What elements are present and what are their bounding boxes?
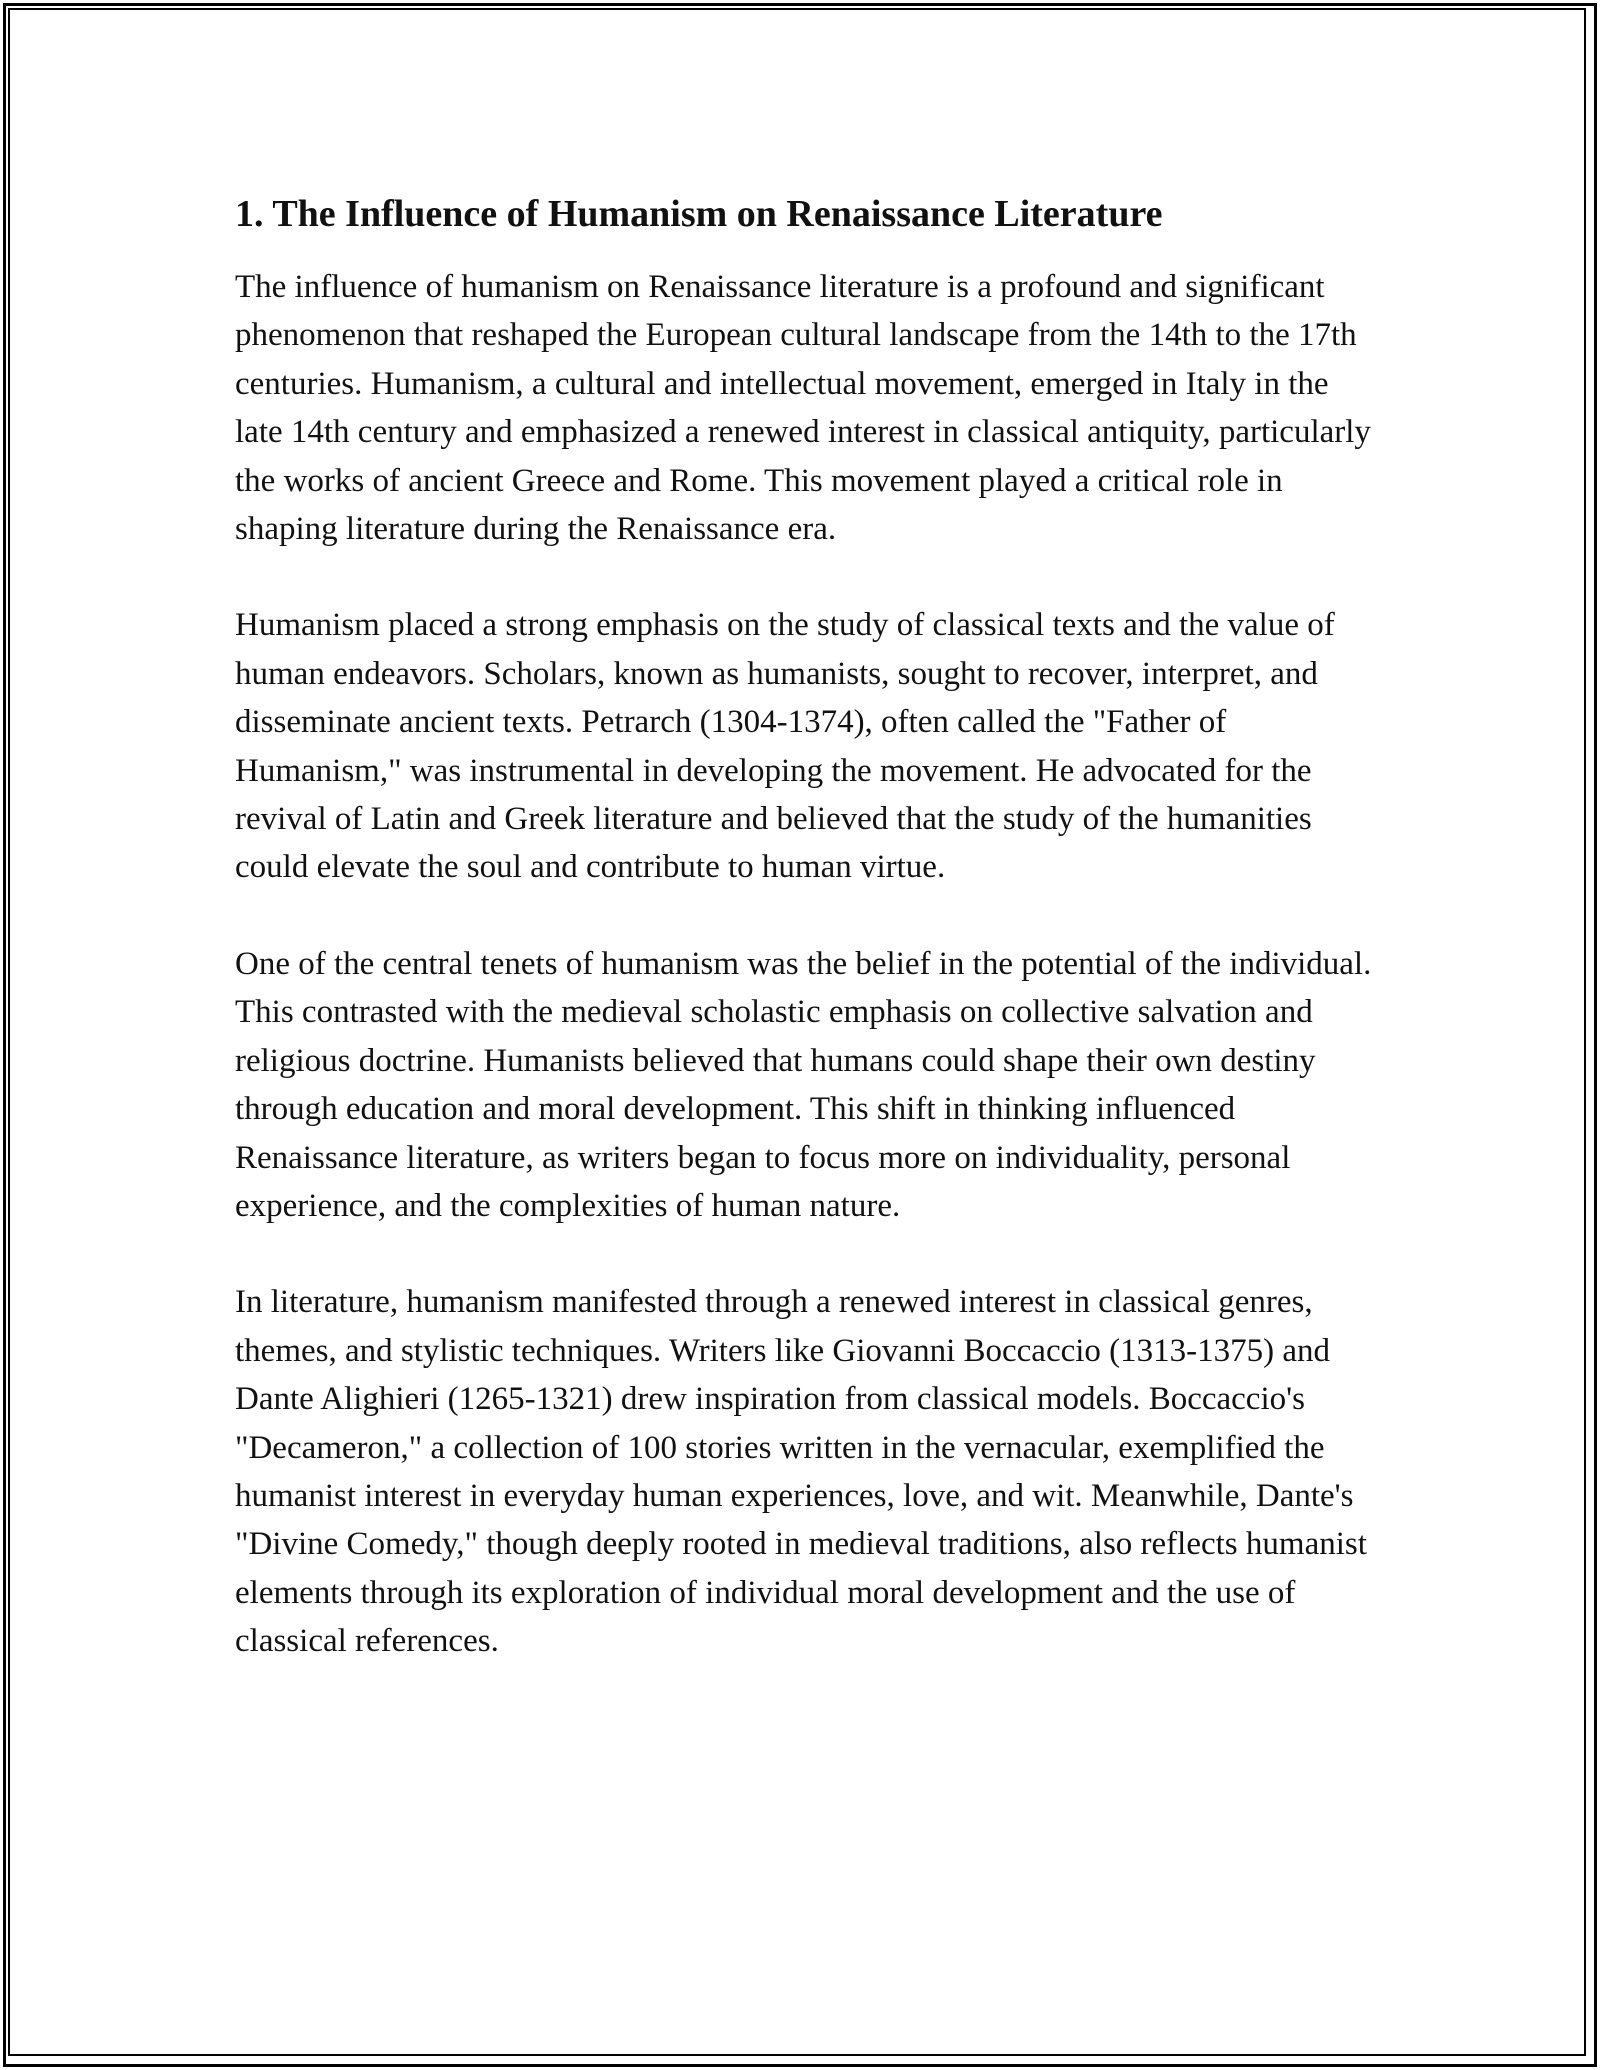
section-heading: 1. The Influence of Humanism on Renaissance Literature — [235, 193, 1163, 235]
paragraph-literature: In literature, humanism manifested through a renewed interest in classical genres, themes, and stylistic techniques. Writers like Giovanni Boccaccio (1313-1375) and Dante Alighieri (1265-1321) drew inspiration from classical models. Boccaccio's "Decameron," a collection of 100 stories written in the vernacular, exemplified the humanist interest in everyday human experiences, love, and wit. Meanwhile, Dante's "Divine Comedy," though deeply rooted in medieval traditions, also reflects humanist elements through its exploration of individual moral development and the use of classical references. — [235, 1284, 1367, 1660]
paragraph-intro: The influence of humanism on Renaissance literature is a profound and significant phenomenon that reshaped the European cultural landscape from the 14th to the 17th centuries. Humanism, a cultural and intellectual movement, emerged in Italy in the late 14th century and emphasized a renewed interest in classical antiquity, particularly the works of ancient Greece and Rome. This movement played a critical role in shaping literature during the Renaissance era. — [235, 269, 1371, 548]
document-body — [235, 185, 1375, 1666]
paragraph-individual: One of the central tenets of humanism was the belief in the potential of the individual. This contrasted with the medieval scholastic emphasis on collective salvation and religious doctrine. Humanists believed that humans could shape their own destiny through education and moral development. This shift in thinking influenced Renaissance literature, as writers began to focus more on individuality, personal experience, and the complexities of human nature. — [235, 945, 1372, 1224]
paragraph-petrarch: Humanism placed a strong emphasis on the study of classical texts and the value of human endeavors. Scholars, known as humanists, sought to recover, interpret, and disseminate ancient texts. Petrarch (1304-1374), often called the "Father of Humanism," was instrumental in developing the movement. He advocated for the revival of Latin and Greek literature and believed that the study of the humanities could elevate the soul and contribute to human virtue. — [235, 607, 1335, 886]
